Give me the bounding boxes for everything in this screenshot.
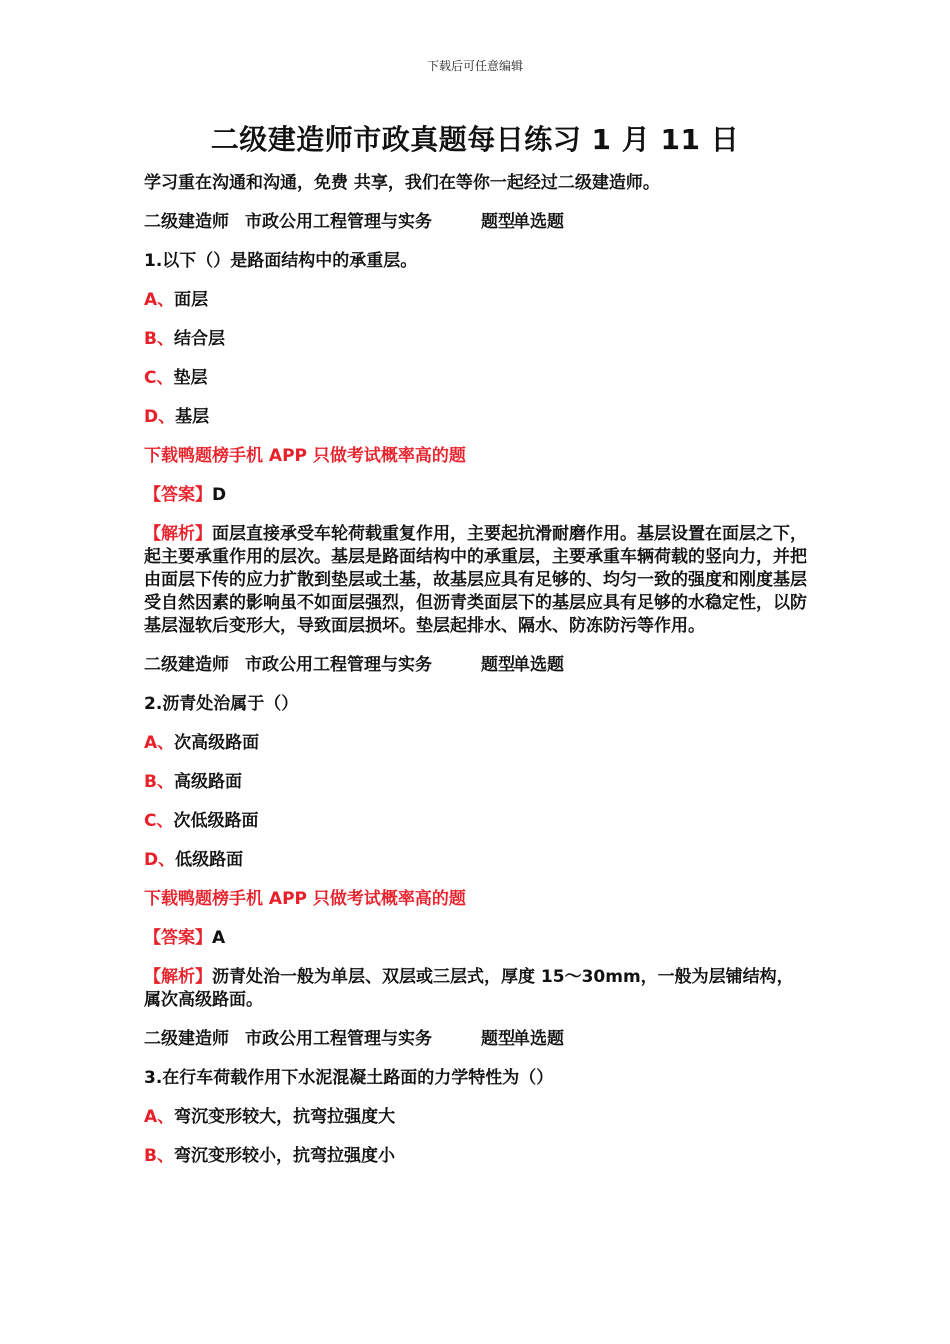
option-letter: A、: [144, 733, 175, 753]
analysis-text: 沥青处治一般为单层、双层或三层式，厚度 15～30mm，一般为层铺结构，属次高级路面。: [144, 967, 794, 1010]
option-letter: D、: [144, 850, 176, 870]
meta-subject: 市政公用工程管理与实务: [245, 655, 432, 675]
option-b: [144, 771, 808, 794]
option-text: 次高级路面: [174, 733, 260, 753]
meta-exam: 二级建造师: [144, 655, 229, 675]
option-letter: C、: [144, 368, 174, 388]
question-meta: [144, 654, 808, 677]
analysis-label: 【解析】: [144, 967, 212, 987]
question-meta: [144, 211, 808, 234]
option-c: [144, 367, 808, 390]
option-letter: C、: [144, 811, 174, 831]
answer-value: D: [212, 485, 227, 505]
option-letter: A、: [144, 290, 175, 310]
analysis-paragraph: [144, 523, 808, 638]
option-d: [144, 849, 808, 872]
analysis-label: 【解析】: [144, 524, 212, 544]
question-stem: 3.在行车荷载作用下水泥混凝土路面的力学特性为（）: [144, 1068, 554, 1088]
option-letter: B、: [144, 1146, 174, 1166]
promo-link[interactable]: 下载鸭题榜手机 APP 只做考试概率高的题: [144, 446, 466, 466]
option-text: 次低级路面: [173, 811, 259, 831]
option-a: [144, 1106, 808, 1129]
meta-exam: 二级建造师: [144, 212, 229, 232]
meta-type-label: 题型: [481, 1029, 515, 1049]
answer-value: A: [212, 928, 226, 948]
answer-label: 【答案】: [144, 928, 212, 948]
option-letter: D、: [144, 407, 176, 427]
question-stem: 2.沥青处治属于（）: [144, 694, 299, 714]
meta-subject: 市政公用工程管理与实务: [245, 1029, 432, 1049]
option-text: 垫层: [173, 368, 208, 388]
answer-label: 【答案】: [144, 485, 212, 505]
answer-line: [144, 484, 808, 507]
document-title: 二级建造师市政真题每日练习 1 月 11 日: [210, 123, 740, 156]
option-letter: B、: [144, 772, 174, 792]
option-a: [144, 289, 808, 312]
option-letter: B、: [144, 329, 174, 349]
analysis-paragraph: [144, 966, 808, 1012]
option-text: 面层: [174, 290, 209, 310]
promo-link[interactable]: 下载鸭题榜手机 APP 只做考试概率高的题: [144, 889, 466, 909]
meta-type-value: 单选题: [513, 655, 564, 675]
meta-type-value: 单选题: [513, 212, 564, 232]
document-body: [144, 172, 808, 1184]
header-note: 下载后可任意编辑: [426, 59, 523, 73]
analysis-text: 面层直接承受车轮荷载重复作用，主要起抗滑耐磨作用。基层设置在面层之下，起主要承重作用的层次。基层是路面结构中的承重层，主要承重车辆荷载的竖向力，并把由面层下传的应力扩散到垫层或土基，故基层应具有足够的、均匀一致的强度和刚度基层受自然因素的影响虽不如面层强烈，但沥青类面层下的基层应具有足够的水稳定性，以防基层湿软后变形大，导致面层损坏。垫层起排水、隔水、防冻防污等作用。: [144, 524, 807, 636]
answer-line: [144, 927, 808, 950]
option-text: 高级路面: [173, 772, 242, 792]
meta-type-value: 单选题: [513, 1029, 564, 1049]
intro-text: 学习重在沟通和沟通，免费 共享，我们在等你一起经过二级建造师。: [144, 173, 660, 193]
meta-type-label: 题型: [481, 655, 515, 675]
option-b: [144, 1145, 808, 1168]
meta-type-label: 题型: [481, 212, 515, 232]
option-text: 弯沉变形较小，抗弯拉强度小: [173, 1146, 395, 1166]
option-a: [144, 732, 808, 755]
question-meta: [144, 1028, 808, 1051]
question-stem: 1.以下（）是路面结构中的承重层。: [144, 251, 418, 271]
option-d: [144, 406, 808, 429]
option-text: 基层: [175, 407, 210, 427]
meta-exam: 二级建造师: [144, 1029, 229, 1049]
option-text: 结合层: [173, 329, 225, 349]
option-text: 低级路面: [175, 850, 244, 870]
option-text: 弯沉变形较大，抗弯拉强度大: [174, 1107, 396, 1127]
meta-subject: 市政公用工程管理与实务: [245, 212, 432, 232]
option-b: [144, 328, 808, 351]
option-c: [144, 810, 808, 833]
option-letter: A、: [144, 1107, 175, 1127]
